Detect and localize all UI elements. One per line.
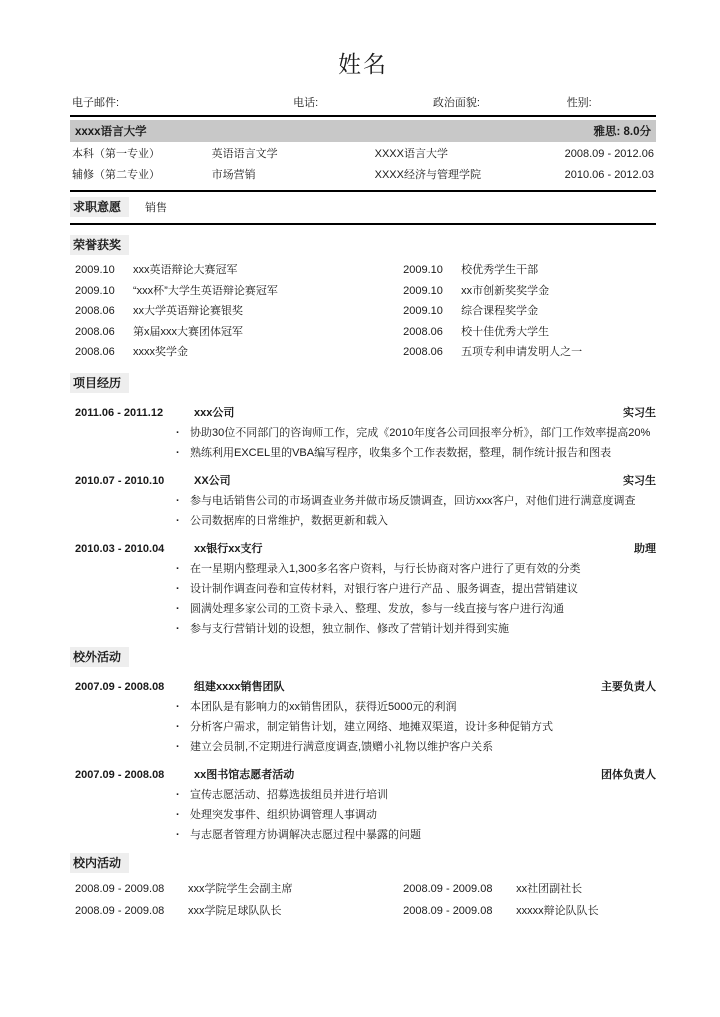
bullet-item [176,699,656,715]
internal-section-head [70,853,656,873]
internal-item [70,900,398,922]
honors-label: 荣誉获奖 [70,235,129,255]
bullet-item [176,581,656,597]
bullet-text: · 宣传志愿活动、招募选拔组员并进行培训 [190,788,388,801]
honor-item [398,281,656,302]
internal-item [70,878,398,900]
contact-row [70,94,656,117]
internal-date: 2008.09 - 2009.08 [75,904,165,917]
honor-text: “xxx杯”大学生英语辩论赛冠军 [133,284,278,297]
honor-item [398,260,656,281]
bullet-text: · 本团队是有影响力的xx销售团队，获得近5000元的利润 [190,700,457,713]
external-section-head [70,647,656,667]
degree: 辅修（第二专业） [72,169,160,181]
honors-section-head [70,235,656,255]
internal-grid [70,878,656,922]
entry-title: xx银行xx支行 [194,542,263,555]
bullet-item [176,513,656,529]
bullet-item [176,425,656,441]
honor-text: 综合课程奖学金 [461,305,539,317]
bullet-item [176,493,656,509]
project-entry [70,539,656,637]
entry-period: 2010.07 - 2010.10 [75,474,165,487]
honor-text: xxxx奖学金 [133,346,188,358]
bullet-item [176,445,656,461]
period: 2008.09 - 2012.06 [564,148,654,160]
gender-label: 性别: [566,97,592,109]
entry-header [70,471,656,491]
education-header-bar [70,120,656,142]
entry-header [70,539,656,559]
entry-bullets [70,561,656,637]
entry-header [70,403,656,423]
honor-item [398,322,656,343]
period: 2010.06 - 2012.03 [564,169,654,181]
political-status-label: 政治面貌: [432,97,480,109]
bullet-item [176,621,656,637]
bullet-text: · 参与支行营销计划的设想，独立制作、修改了营销计划并得到实施 [190,622,509,635]
entry-title: xx图书馆志愿者活动 [194,768,295,781]
objective-label: 求职意愿 [70,197,129,217]
phone-label: 电话: [293,97,319,109]
honor-date: 2009.10 [75,264,115,276]
honor-item [398,342,656,363]
entry-period: 2011.06 - 2011.12 [75,406,164,419]
bullet-text: · 圆满处理多家公司的工资卡录入、整理、发放，参与一线直接与客户进行沟通 [190,602,564,615]
bullet-item [176,601,656,617]
ielts-score: 雅思: 8.0分 [593,126,651,138]
entry-period: 2010.03 - 2010.04 [75,542,165,555]
entry-title: 组建xxxx销售团队 [194,680,285,693]
entry-title: XX公司 [194,474,231,487]
entry-role: 助理 [634,542,656,555]
internal-text: xxx学院足球队队长 [188,904,282,917]
internal-text: xxx学院学生会副主席 [188,882,293,895]
honor-date: 2008.06 [75,346,115,358]
honor-item [70,281,398,302]
honor-text: 第x届xxx大赛团体冠军 [133,325,243,338]
bullet-text: · 协助30位不同部门的咨询师工作，完成《2010年度各公司回报率分析》，部门工作效率提高20% [190,426,651,439]
education-row [72,144,654,165]
internal-date: 2008.09 - 2009.08 [403,882,493,895]
entry-bullets [70,493,656,529]
honor-date: 2008.06 [75,325,115,338]
honor-date: 2008.06 [403,325,443,338]
honor-item [398,301,656,322]
honor-text: 校优秀学生干部 [461,264,539,276]
project-entry [70,403,656,461]
bullet-text: · 熟练利用EXCEL里的VBA编写程序，收集多个工作表数据，整理，制作统计报告和图表 [190,446,612,459]
internal-text: xx社团副社长 [516,882,583,895]
honor-text: 五项专利申请发明人之一 [461,346,583,358]
bullet-text: · 分析客户需求，制定销售计划，建立网络、地摊双渠道，设计多种促销方式 [190,720,553,733]
projects-label: 项目经历 [70,373,129,393]
bullet-text: · 公司数据库的日常维护，数据更新和载入 [190,514,388,527]
entry-role: 团体负责人 [601,768,656,781]
university-name: xxxx语言大学 [75,126,147,138]
major: 英语语言文学 [211,148,278,160]
honor-date: 2008.06 [75,305,115,317]
degree: 本科（第一专业） [72,148,160,160]
education-row [72,165,654,186]
honor-text: 校十佳优秀大学生 [461,325,550,338]
honor-date: 2009.10 [403,284,443,297]
entry-role: 实习生 [623,474,656,487]
external-entry [70,765,656,843]
honor-item [70,301,398,322]
entry-bullets [70,699,656,755]
internal-label: 校内活动 [70,853,129,873]
entry-bullets [70,425,656,461]
education-rows [70,142,656,192]
projects-section-head [70,373,656,393]
entry-header [70,765,656,785]
page-title: 姓名 [338,51,388,77]
entry-bullets [70,787,656,843]
internal-date: 2008.09 - 2009.08 [75,882,165,895]
objective-row [70,192,656,225]
internal-date: 2008.09 - 2009.08 [403,904,493,917]
honors-grid [70,260,656,363]
entry-period: 2007.09 - 2008.08 [75,768,165,781]
honor-item [70,322,398,343]
honor-date: 2009.10 [75,284,115,297]
project-entry [70,471,656,529]
bullet-item [176,787,656,803]
internal-item [398,900,656,922]
honor-date: 2009.10 [403,305,443,317]
internal-item [398,878,656,900]
school: XXXX语言大学 [374,148,448,160]
bullet-text: · 参与电话销售公司的市场调查业务并做市场反馈调查，回访xxx客户，对他们进行满意度调查 [190,494,636,507]
honor-text: xx大学英语辩论赛银奖 [133,305,243,317]
honor-text: xxx英语辩论大赛冠军 [133,264,238,276]
entry-header [70,677,656,697]
school: XXXX经济与管理学院 [374,169,481,181]
bullet-item [176,739,656,755]
entry-role: 实习生 [623,406,656,419]
external-entry [70,677,656,755]
objective-value: 销售 [145,202,168,214]
entry-period: 2007.09 - 2008.08 [75,680,165,693]
major: 市场营销 [211,169,256,181]
honor-item [70,342,398,363]
honor-text: xx市创新奖奖学金 [461,284,550,297]
bullet-text: · 与志愿者管理方协调解决志愿过程中暴露的问题 [190,828,421,841]
entry-role: 主要负责人 [601,680,656,693]
bullet-text: · 设计制作调查问卷和宣传材料，对银行客户进行产品 、服务调查，提出营销建议 [190,582,579,595]
bullet-item [176,719,656,735]
honor-date: 2008.06 [403,346,443,358]
bullet-item [176,561,656,577]
bullet-text: · 在一星期内整理录入1,300多名客户资料，与行长协商对客户进行了更有效的分类 [190,562,581,575]
bullet-item [176,827,656,843]
bullet-text: · 处理突发事件、组织协调管理人事调动 [190,808,377,821]
external-label: 校外活动 [70,647,129,667]
bullet-text: · 建立会员制,不定期进行满意度调查,馈赠小礼物以维护客户关系 [190,740,494,753]
email-label: 电子邮件: [72,97,120,109]
bullet-item [176,807,656,823]
honor-item [70,260,398,281]
honor-date: 2009.10 [403,264,443,276]
entry-title: xxx公司 [194,406,235,419]
internal-text: xxxxx辩论队队长 [516,904,599,917]
